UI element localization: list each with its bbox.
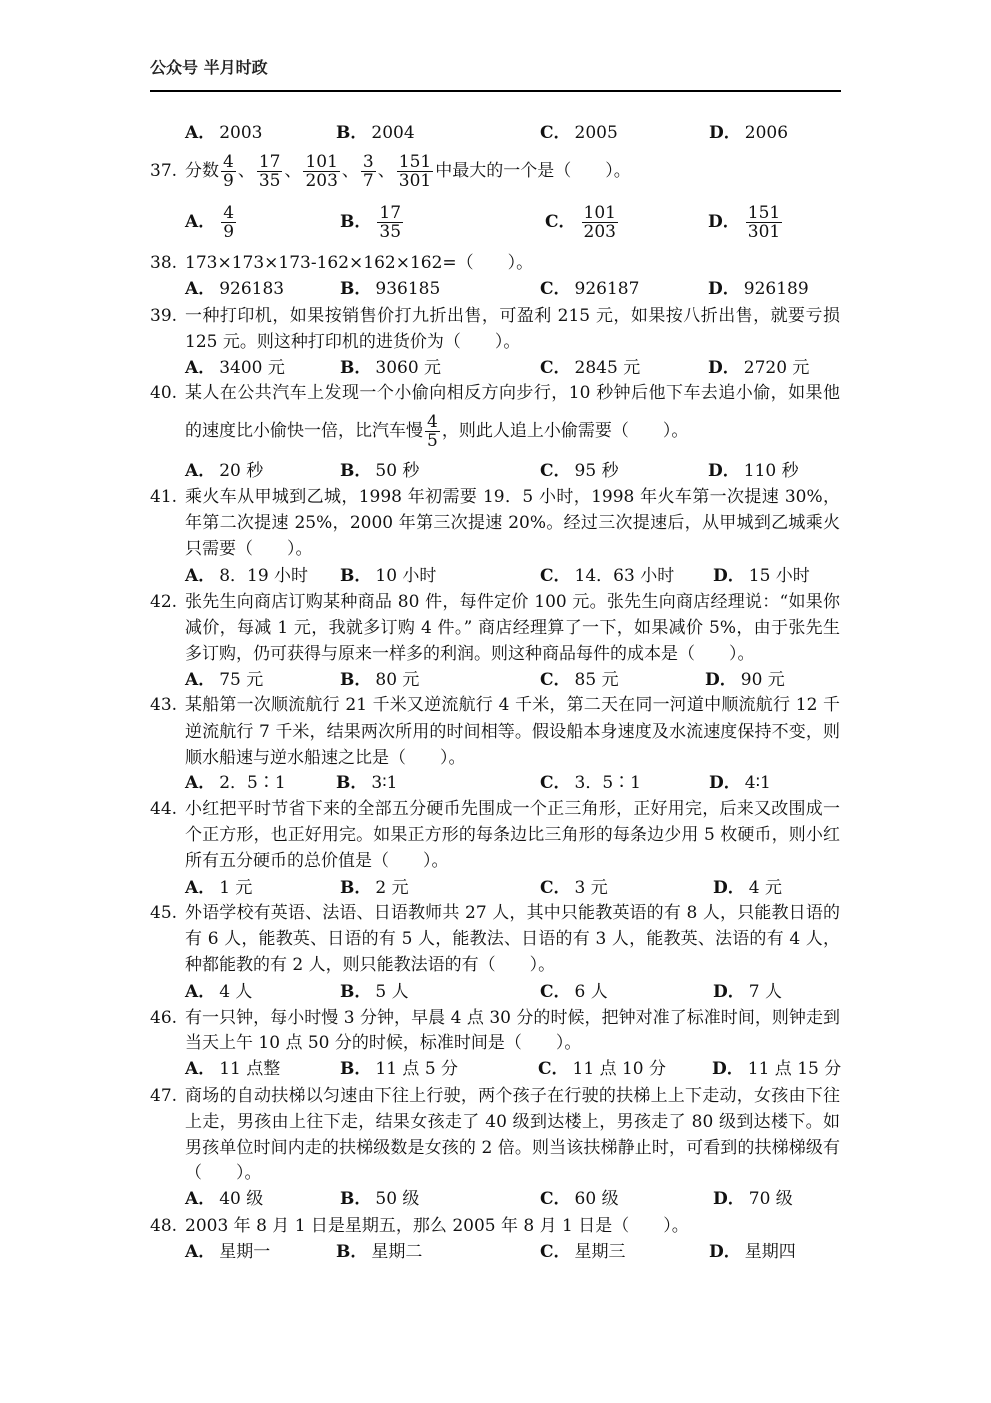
option-label: D． [708, 461, 740, 481]
option-text: 2．5∶1 [219, 773, 286, 793]
question-text: 外语学校有英语、法语、日语教师共 27 人，其中只能教英语的有 8 人，只能教日语的 [185, 903, 840, 923]
option-label: A． [185, 982, 216, 1002]
separator: 、 [341, 161, 359, 181]
question-text: 商场的自动扶梯以匀速由下往上行驶，两个孩子在行驶的扶梯上上下走动，女孩由下往 [185, 1086, 840, 1106]
question-text [185, 412, 688, 450]
fraction [425, 413, 440, 450]
option-label: A． [185, 212, 216, 232]
question-number: 39. [150, 306, 178, 326]
option-label: C． [540, 670, 571, 690]
fraction [221, 153, 236, 190]
option-b[interactable] [340, 566, 436, 586]
separator: 、 [237, 161, 255, 181]
option-c[interactable] [538, 1059, 666, 1079]
option-text: 2 元 [375, 878, 409, 898]
option-label: B． [340, 1189, 372, 1209]
option-label: C． [540, 566, 571, 586]
option-a[interactable] [185, 670, 263, 690]
option-label: A． [185, 279, 216, 299]
fraction-numerator: 151 [398, 152, 432, 172]
option-d[interactable] [709, 123, 788, 143]
option-a[interactable] [185, 773, 286, 793]
option-c[interactable] [540, 358, 640, 378]
fraction [377, 204, 403, 241]
option-label: D． [713, 566, 745, 586]
fraction-denominator: 7 [362, 171, 374, 191]
option-label: D． [708, 279, 740, 299]
fraction [221, 204, 236, 241]
question-number: 44. [150, 799, 178, 819]
option-text: 2845 元 [574, 358, 641, 378]
question-text: 当天上午 10 点 50 分的时候，标准时间是（ ）。 [185, 1033, 582, 1053]
option-text: 4 人 [219, 982, 253, 1002]
option-text: 8．19 小时 [219, 566, 309, 586]
option-text: 11 点 15 分 [747, 1059, 842, 1079]
option-text: 926183 [219, 279, 285, 299]
option-text: 星期四 [744, 1242, 796, 1262]
option-c[interactable] [540, 670, 619, 690]
option-a[interactable] [185, 279, 284, 299]
option-a[interactable] [185, 982, 252, 1002]
question-number: 43. [150, 695, 178, 715]
question-text: 年第二次提速 25%，2000 年第三次提速 20%。经过三次提速后，从甲城到乙城乘火 [185, 513, 840, 533]
option-text: 4∶1 [744, 773, 771, 793]
option-text: 7 人 [748, 982, 782, 1002]
option-c[interactable] [540, 279, 639, 299]
option-d[interactable] [712, 1059, 841, 1079]
option-text: 2720 元 [743, 358, 810, 378]
option-label: A． [185, 1189, 216, 1209]
option-text: 40 级 [219, 1189, 264, 1209]
option-label: B． [340, 461, 372, 481]
option-text: 926189 [743, 279, 809, 299]
option-a[interactable] [185, 1242, 270, 1262]
question-text: 多订购，仍可获得与原来一样多的利润。则这种商品每件的成本是（ ）。 [185, 644, 755, 664]
option-b[interactable] [340, 670, 419, 690]
option-text: 5 人 [375, 982, 409, 1002]
question-text: 173×173×173-162×162×162=（ ）。 [185, 253, 534, 273]
option-label: C． [545, 212, 576, 232]
header-title: 公众号 半月时政 [150, 58, 268, 77]
question-text: 减价，每减 1 元，我就多订购 4 件。” 商店经理算了一下，如果减价 5%，由于张先生 [185, 618, 840, 638]
option-label: C． [540, 982, 571, 1002]
question-text: 有一只钟，每小时慢 3 分钟，早晨 4 点 30 分的时候，把钟对准了标准时间，则钟走到 [185, 1008, 840, 1028]
option-text: 3400 元 [219, 358, 285, 378]
option-label: B． [340, 358, 372, 378]
option-label: B． [340, 212, 372, 232]
fraction [746, 204, 782, 241]
question-text: 只需要（ ）。 [185, 539, 313, 559]
option-label: C． [540, 123, 571, 143]
option-text: 11 点整 [219, 1059, 281, 1079]
fraction [361, 153, 376, 190]
option-label: A． [185, 773, 216, 793]
option-d[interactable] [713, 566, 810, 586]
option-text: 90 元 [740, 670, 785, 690]
option-text: 3060 元 [375, 358, 442, 378]
question-text: 上走，男孩由上往下走，结果女孩走了 40 级到达楼上，男孩走了 80 级到达楼下。如 [185, 1112, 840, 1132]
option-text: 80 元 [375, 670, 420, 690]
option-a[interactable] [185, 461, 263, 481]
option-b[interactable] [340, 279, 440, 299]
option-label: C． [540, 1242, 571, 1262]
option-text: 6 人 [574, 982, 608, 1002]
option-c[interactable] [540, 123, 618, 143]
fraction [397, 153, 433, 190]
question-number: 38. [150, 253, 178, 273]
option-label: D． [709, 1242, 741, 1262]
option-text: 20 秒 [219, 461, 264, 481]
option-b[interactable] [340, 461, 419, 481]
option-text: 15 小时 [748, 566, 810, 586]
option-label: D． [713, 878, 745, 898]
option-text: 2005 [574, 123, 618, 143]
option-label: A． [185, 358, 216, 378]
option-label: C． [540, 878, 571, 898]
question-text: 某人在公共汽车上发现一个小偷向相反方向步行，10 秒钟后他下车去追小偷，如果他 [185, 383, 840, 403]
question-number: 47. [150, 1086, 178, 1106]
option-b[interactable] [336, 773, 397, 793]
question-text: 所有五分硬币的总价值是（ ）。 [185, 851, 449, 871]
header-divider [150, 90, 841, 92]
separator: 、 [377, 161, 395, 181]
option-a[interactable] [185, 1189, 263, 1209]
fraction-denominator: 5 [427, 431, 438, 451]
fraction-denominator: 301 [398, 171, 432, 191]
option-text: 926187 [574, 279, 640, 299]
fraction-denominator: 9 [223, 171, 234, 191]
text: ，则此人追上小偷需要（ ）。 [441, 421, 689, 441]
question-text [185, 152, 631, 190]
option-text: 3∶1 [371, 773, 398, 793]
option-label: D． [709, 773, 741, 793]
option-label: A． [185, 461, 216, 481]
fraction-numerator: 101 [305, 152, 338, 172]
question-number: 48. [150, 1216, 178, 1236]
fraction [303, 153, 339, 190]
option-text: 星期三 [574, 1242, 626, 1262]
question-text: 某船第一次顺流航行 21 千米又逆流航行 4 千米，第二天在同一河道中顺流航行 12 千 [185, 695, 840, 715]
option-text: 50 秒 [375, 461, 420, 481]
question-text: 种都能教的有 2 人，则只能教法语的有（ ）。 [185, 955, 556, 975]
question-number: 45. [150, 903, 178, 923]
option-label: D． [708, 212, 740, 232]
fraction-numerator: 3 [362, 152, 374, 172]
question-text: 2003 年 8 月 1 日是星期五，那么 2005 年 8 月 1 日是（ ）。 [185, 1216, 689, 1236]
option-label: B． [340, 279, 372, 299]
option-b[interactable] [336, 1242, 422, 1262]
question-text: 小红把平时节省下来的全部五分硬币先围成一个正三角形，正好用完，后来又改围成一 [185, 799, 840, 819]
question-text: 顺水船速与逆水船速之比是（ ）。 [185, 748, 466, 768]
option-label: A． [185, 123, 216, 143]
option-label: A． [185, 1059, 216, 1079]
fraction-denominator: 9 [223, 222, 235, 242]
question-number: 46. [150, 1008, 178, 1028]
option-text: 70 级 [748, 1189, 793, 1209]
text: 中最大的一个是（ ）。 [435, 161, 631, 181]
option-text: 2003 [219, 123, 263, 143]
option-c[interactable] [540, 878, 608, 898]
text: 的速度比小偷快一倍，比汽车慢 [185, 421, 423, 441]
option-label: D． [713, 1189, 745, 1209]
question-number: 37. [150, 161, 178, 181]
question-text: 个正方形，也正好用完。如果正方形的每条边比三角形的每条边少用 5 枚硬币，则小红 [185, 825, 840, 845]
option-text: 95 秒 [574, 461, 619, 481]
option-text: 936185 [375, 279, 441, 299]
option-text: 60 级 [574, 1189, 619, 1209]
option-a[interactable] [185, 1059, 280, 1079]
option-a[interactable] [185, 566, 308, 586]
option-label: D． [713, 982, 745, 1002]
question-text: （ ）。 [185, 1163, 262, 1183]
option-label: D． [712, 1059, 744, 1079]
fraction-denominator: 203 [305, 171, 338, 191]
option-d[interactable] [713, 1189, 793, 1209]
fraction-denominator: 35 [379, 222, 402, 242]
option-c[interactable] [540, 773, 641, 793]
option-label: A． [185, 1242, 216, 1262]
fraction-denominator: 301 [747, 222, 781, 242]
option-label: C． [538, 1059, 569, 1079]
fraction-numerator: 4 [223, 152, 234, 172]
option-label: C． [540, 461, 571, 481]
option-text: 4 元 [748, 878, 782, 898]
option-label: C． [540, 358, 571, 378]
fraction-numerator: 4 [223, 203, 235, 223]
option-label: A． [185, 670, 216, 690]
option-text: 3．5∶1 [574, 773, 641, 793]
question-text: 张先生向商店订购某种商品 80 件，每件定价 100 元。张先生向商店经理说：“如果你 [185, 592, 840, 612]
fraction-denominator: 35 [258, 171, 281, 191]
question-text: 一种打印机，如果按销售价打九折出售，可盈利 215 元，如果按八折出售，就要亏损 [185, 306, 840, 326]
option-text: 3 元 [574, 878, 608, 898]
option-label: A． [185, 566, 216, 586]
option-text: 2004 [371, 123, 415, 143]
option-d[interactable] [708, 279, 809, 299]
option-c[interactable] [540, 566, 674, 586]
option-text: 50 级 [375, 1189, 420, 1209]
text: 分数 [185, 161, 219, 181]
option-d[interactable] [705, 670, 785, 690]
option-d[interactable] [713, 878, 782, 898]
option-b[interactable] [340, 204, 405, 241]
option-label: D． [708, 358, 740, 378]
question-text: 有 6 人，能教英、日语的有 5 人，能教法、日语的有 3 人，能教英、法语的有 4 人， [185, 929, 840, 949]
option-d[interactable] [713, 982, 782, 1002]
option-label: B． [340, 878, 372, 898]
fraction [582, 204, 618, 241]
question-text: 男孩单位时间内走的扶梯级数是女孩的 2 倍。则当该扶梯静止时，可看到的扶梯梯级有 [185, 1138, 840, 1158]
option-b[interactable] [340, 1189, 419, 1209]
option-a[interactable] [185, 358, 285, 378]
option-label: B． [340, 1059, 372, 1079]
fraction-numerator: 17 [379, 203, 402, 223]
question-number: 40. [150, 383, 178, 403]
option-c[interactable] [540, 982, 608, 1002]
option-label: C． [540, 1189, 571, 1209]
option-label: C． [540, 279, 571, 299]
question-text: 125 元。则这种打印机的进货价为（ ）。 [185, 332, 521, 352]
option-label: D． [709, 123, 741, 143]
option-text: 2006 [744, 123, 789, 143]
option-label: B． [336, 123, 368, 143]
question-text: 逆流航行 7 千米，结果两次所用的时间相等。假设船本身速度及水流速度保持不变，则 [185, 722, 840, 742]
option-text: 75 元 [219, 670, 264, 690]
option-d[interactable] [709, 773, 771, 793]
question-number: 42. [150, 592, 178, 612]
question-number: 41. [150, 487, 178, 507]
option-d[interactable] [708, 204, 784, 241]
question-text: 乘火车从甲城到乙城，1998 年初需要 19．5 小时，1998 年火车第一次提速 30%， [185, 487, 840, 507]
fraction [257, 153, 283, 190]
option-label: B． [340, 566, 372, 586]
option-text: 11 点 5 分 [375, 1059, 459, 1079]
option-a[interactable] [185, 204, 238, 241]
option-text: 85 元 [574, 670, 619, 690]
option-label: B． [336, 773, 368, 793]
option-c[interactable] [540, 1189, 619, 1209]
option-b[interactable] [340, 358, 441, 378]
option-c[interactable] [540, 1242, 626, 1262]
option-label: A． [185, 878, 216, 898]
fraction-numerator: 4 [427, 412, 438, 432]
option-text: 110 秒 [743, 461, 799, 481]
fraction-numerator: 17 [258, 152, 281, 172]
option-label: C． [540, 773, 571, 793]
option-text: 1 元 [219, 878, 253, 898]
fraction-denominator: 203 [583, 222, 616, 242]
option-text: 14．63 小时 [574, 566, 675, 586]
option-text: 10 小时 [375, 566, 437, 586]
option-text: 星期二 [371, 1242, 423, 1262]
option-b[interactable] [340, 878, 409, 898]
option-label: B． [340, 982, 372, 1002]
option-label: B． [340, 670, 372, 690]
fraction-numerator: 151 [747, 203, 781, 223]
option-b[interactable] [340, 1059, 458, 1079]
option-text: 11 点 10 分 [572, 1059, 667, 1079]
separator: 、 [284, 161, 302, 181]
option-a[interactable] [185, 123, 262, 143]
option-d[interactable] [708, 358, 809, 378]
option-b[interactable] [340, 982, 409, 1002]
option-c[interactable] [540, 461, 619, 481]
fraction-numerator: 101 [583, 203, 616, 223]
option-c[interactable] [545, 204, 620, 241]
option-b[interactable] [336, 123, 415, 143]
option-a[interactable] [185, 878, 252, 898]
option-label: B． [336, 1242, 368, 1262]
option-label: D． [705, 670, 737, 690]
option-d[interactable] [708, 461, 799, 481]
option-d[interactable] [709, 1242, 796, 1262]
option-text: 星期一 [219, 1242, 271, 1262]
